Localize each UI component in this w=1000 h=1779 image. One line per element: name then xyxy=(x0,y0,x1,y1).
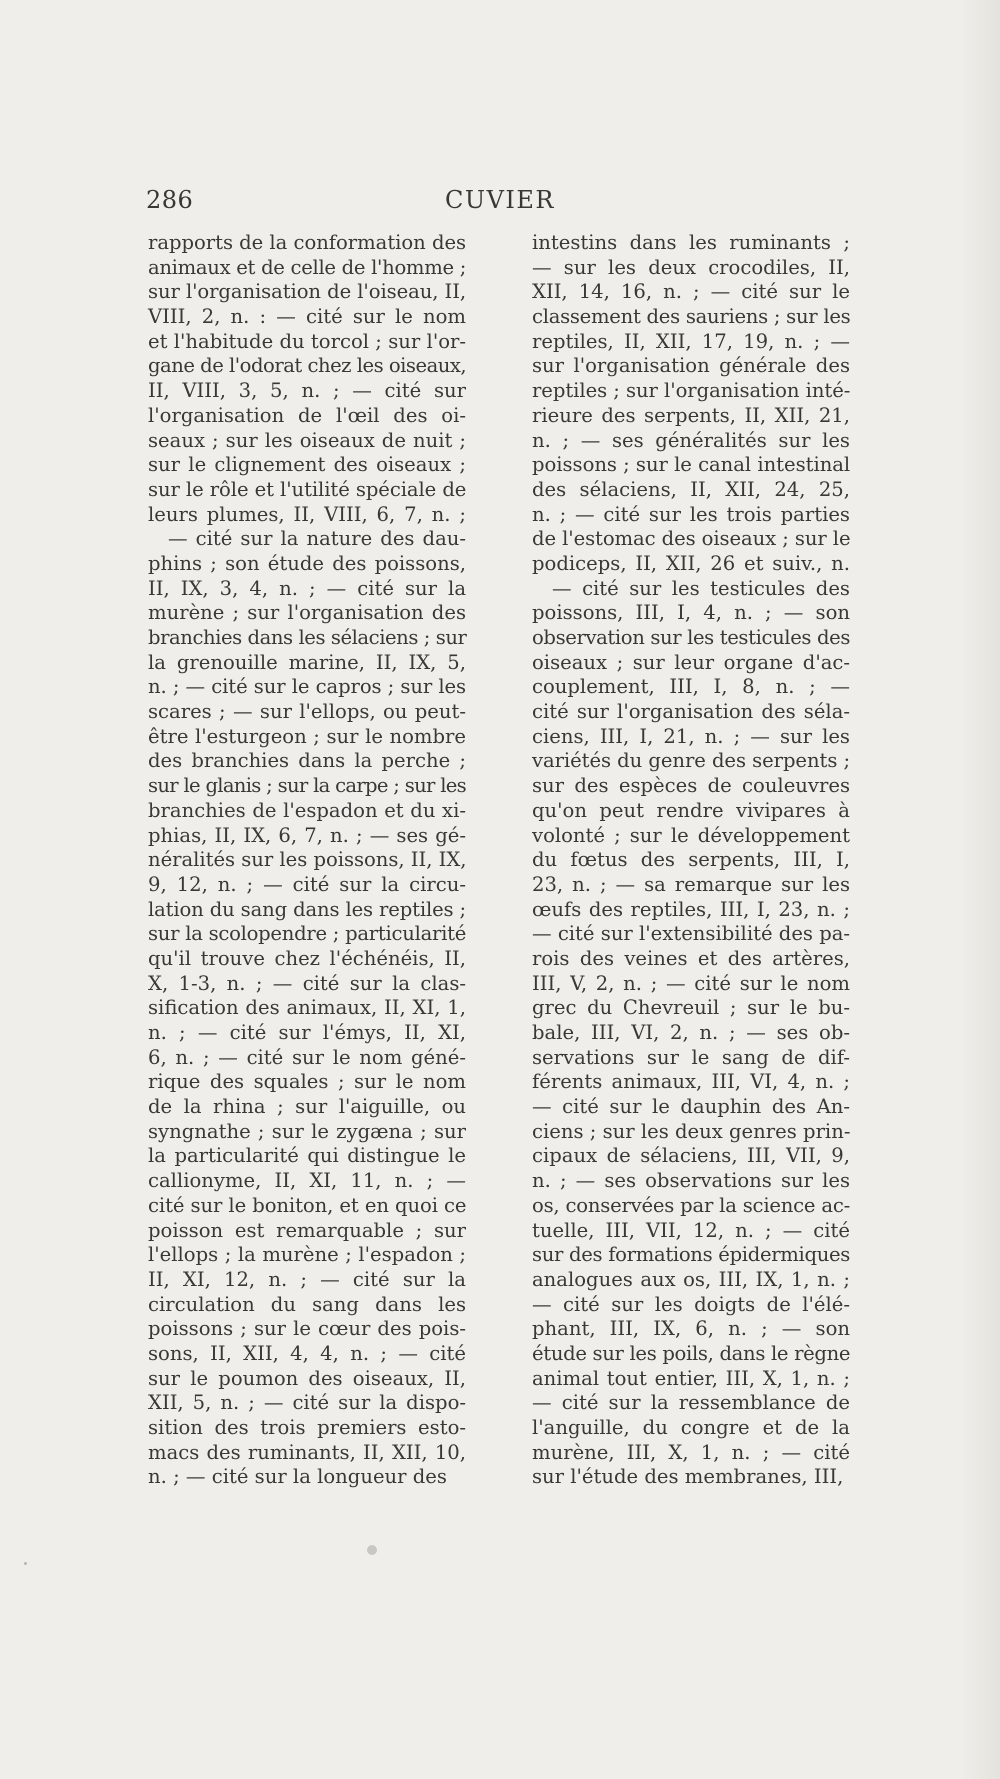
index-line: podiceps, II, XII, 26 et suiv., n. xyxy=(532,551,850,575)
index-line: leurs plumes, II, VIII, 6, 7, n. ; xyxy=(148,502,466,526)
index-line: observation sur les testicules des xyxy=(532,626,850,649)
index-line: couplement, III, I, 8, n. ; — xyxy=(532,675,850,699)
index-line: III, V, 2, n. ; — cité sur le nom xyxy=(532,971,850,995)
index-line: sur le clignement des oiseaux ; xyxy=(148,453,466,477)
index-line: phins ; son étude des poissons, xyxy=(148,551,466,575)
index-line: l'anguille, du congre et de la xyxy=(532,1416,850,1439)
index-line: rapports de la conformation des xyxy=(148,231,467,254)
index-line: la particularité qui distingue le xyxy=(148,1144,466,1168)
index-line: bale, III, VI, 2, n. ; — ses ob- xyxy=(532,1021,850,1044)
index-line: animal tout entier, III, X, 1, n. ; xyxy=(532,1366,850,1390)
index-line: sur l'organisation générale des xyxy=(532,354,850,378)
index-line: sur le glanis ; sur la carpe ; sur les xyxy=(148,774,466,798)
running-head: CUVIER xyxy=(445,186,555,214)
index-column-left xyxy=(148,231,466,1490)
index-line: sition des trois premiers esto- xyxy=(148,1416,466,1439)
index-line: étude sur les poils, dans le règne xyxy=(532,1341,851,1365)
index-line: XII, 5, n. ; — cité sur la dispo- xyxy=(148,1391,466,1415)
index-line: n. ; — ses observations sur les xyxy=(532,1169,850,1193)
index-line: sur des espèces de couleuvres xyxy=(532,774,850,798)
index-column-right xyxy=(532,231,850,1490)
index-line: n. ; — cité sur la longueur des xyxy=(148,1465,447,1489)
index-line: variétés du genre des serpents ; xyxy=(532,749,851,773)
index-line: et l'habitude du torcol ; sur l'or- xyxy=(148,329,466,353)
index-line: VIII, 2, n. : — cité sur le nom xyxy=(148,305,466,329)
index-line: reptiles, II, XII, 17, 19, n. ; — xyxy=(532,329,850,353)
index-line: os, conservées par la science ac- xyxy=(532,1193,850,1217)
index-line: rieure des serpents, II, XII, 21, xyxy=(532,403,850,427)
index-line: II, VIII, 3, 5, n. ; — cité sur xyxy=(148,379,466,403)
index-line: férents animaux, III, VI, 4, n. ; xyxy=(532,1070,850,1094)
index-line: — cité sur le dauphin des An- xyxy=(532,1095,850,1119)
index-line: ciens, III, I, 21, n. ; — sur les xyxy=(532,724,850,748)
index-line: — cité sur les doigts de l'élé- xyxy=(532,1292,850,1316)
page-edge-shadow xyxy=(960,0,1000,1779)
index-line: n. ; — cité sur l'émys, II, XI, xyxy=(148,1021,466,1044)
index-line: seaux ; sur les oiseaux de nuit ; xyxy=(148,428,466,452)
index-line: être l'esturgeon ; sur le nombre xyxy=(148,724,466,748)
index-line: poissons ; sur le cœur des pois- xyxy=(148,1317,466,1341)
index-line: n. ; — cité sur les trois parties xyxy=(532,502,850,526)
index-line: cité sur le boniton, et en quoi ce xyxy=(148,1193,467,1217)
index-line: phias, II, IX, 6, 7, n. ; — ses gé- xyxy=(148,823,466,847)
index-line: cité sur l'organisation des séla- xyxy=(532,700,850,724)
index-line: callionyme, II, XI, 11, n. ; — xyxy=(148,1169,466,1193)
index-line: macs des ruminants, II, XII, 10, xyxy=(148,1440,466,1464)
index-line: rique des squales ; sur le nom xyxy=(148,1070,466,1094)
index-line: des sélaciens, II, XII, 24, 25, xyxy=(532,477,850,501)
index-line: branchies dans les sélaciens ; sur xyxy=(148,626,467,649)
index-line: scares ; — sur l'ellops, ou peut- xyxy=(148,700,466,724)
index-line: — cité sur la nature des dau- xyxy=(168,527,466,551)
index-line: sur le rôle et l'utilité spéciale de xyxy=(148,477,467,501)
index-line: sur des formations épidermiques xyxy=(532,1243,850,1267)
index-line: du fœtus des serpents, III, I, xyxy=(532,848,850,872)
index-line: volonté ; sur le développement xyxy=(532,823,850,847)
index-line: servations sur le sang de dif- xyxy=(532,1045,850,1069)
index-line: poissons ; sur le canal intestinal xyxy=(532,453,851,477)
index-line: de l'estomac des oiseaux ; sur le xyxy=(532,527,851,551)
index-line: n. ; — cité sur le capros ; sur les xyxy=(148,675,466,699)
index-line: œufs des reptiles, III, I, 23, n. ; xyxy=(532,897,850,921)
index-line: sur l'organisation de l'oiseau, II, xyxy=(148,280,466,304)
index-line: gane de l'odorat chez les oiseaux, xyxy=(148,354,467,378)
index-line: ciens ; sur les deux genres prin- xyxy=(532,1119,851,1143)
index-line: — cité sur l'extensibilité des pa- xyxy=(532,922,851,946)
index-line: II, IX, 3, 4, n. ; — cité sur la xyxy=(148,576,466,600)
index-line: des branchies dans la perche ; xyxy=(148,749,466,773)
index-line: lation du sang dans les reptiles ; xyxy=(148,897,466,921)
index-line: rois des veines et des artères, xyxy=(532,946,850,970)
index-line: tuelle, III, VII, 12, n. ; — cité xyxy=(532,1218,850,1242)
index-line: de la rhina ; sur l'aiguille, ou xyxy=(148,1095,466,1119)
index-line: classement des sauriens ; sur les xyxy=(532,305,851,329)
page-header xyxy=(146,180,854,220)
index-line: néralités sur les poissons, II, IX, xyxy=(148,848,467,872)
index-line: la grenouille marine, II, IX, 5, xyxy=(148,650,466,674)
index-line: — cité sur les testicules des xyxy=(552,576,850,600)
index-line: l'ellops ; la murène ; l'espadon ; xyxy=(148,1243,466,1267)
index-line: grec du Chevreuil ; sur le bu- xyxy=(532,996,850,1020)
index-line: — cité sur la ressemblance de xyxy=(532,1391,850,1415)
index-line: animaux et de celle de l'homme ; xyxy=(148,255,466,279)
index-line: intestins dans les ruminants ; xyxy=(532,231,850,254)
index-line: sur le poumon des oiseaux, II, xyxy=(148,1366,466,1390)
index-line: poissons, III, I, 4, n. ; — son xyxy=(532,601,850,625)
page-number: 286 xyxy=(146,186,194,214)
index-line: — sur les deux crocodiles, II, xyxy=(532,255,850,279)
index-line: sur la scolopendre ; particularité xyxy=(148,922,467,946)
index-line: syngnathe ; sur le zygæna ; sur xyxy=(148,1119,466,1143)
index-line: sons, II, XII, 4, 4, n. ; — cité xyxy=(148,1341,466,1365)
index-line: qu'il trouve chez l'échénéis, II, xyxy=(148,946,466,970)
index-line: branchies de l'espadon et du xi- xyxy=(148,798,466,822)
index-line: oiseaux ; sur leur organe d'ac- xyxy=(532,650,850,674)
index-line: 6, n. ; — cité sur le nom géné- xyxy=(148,1045,466,1069)
index-line: l'organisation de l'œil des oi- xyxy=(148,403,466,427)
index-line: qu'on peut rendre vivipares à xyxy=(532,798,850,822)
ink-smudge xyxy=(367,1545,377,1555)
index-line: phant, III, IX, 6, n. ; — son xyxy=(532,1317,850,1341)
index-line: analogues aux os, III, IX, 1, n. ; xyxy=(532,1267,850,1291)
index-line: XII, 14, 16, n. ; — cité sur le xyxy=(532,280,850,304)
index-line: II, XI, 12, n. ; — cité sur la xyxy=(148,1267,466,1291)
index-line: murène, III, X, 1, n. ; — cité xyxy=(532,1440,850,1464)
index-line: murène ; sur l'organisation des xyxy=(148,601,466,625)
paper-speck xyxy=(24,1562,27,1565)
index-line: sification des animaux, II, XI, 1, xyxy=(148,996,466,1020)
index-line: poisson est remarquable ; sur xyxy=(148,1218,466,1242)
index-line: reptiles ; sur l'organisation inté- xyxy=(532,379,851,403)
index-line: 9, 12, n. ; — cité sur la circu- xyxy=(148,872,466,896)
index-line: cipaux de sélaciens, III, VII, 9, xyxy=(532,1144,850,1168)
index-line: circulation du sang dans les xyxy=(148,1292,466,1316)
index-line: n. ; — ses généralités sur les xyxy=(532,428,850,452)
index-line: sur l'étude des membranes, III, xyxy=(532,1465,844,1489)
index-line: X, 1-3, n. ; — cité sur la clas- xyxy=(148,971,466,995)
index-line: 23, n. ; — sa remarque sur les xyxy=(532,872,850,896)
